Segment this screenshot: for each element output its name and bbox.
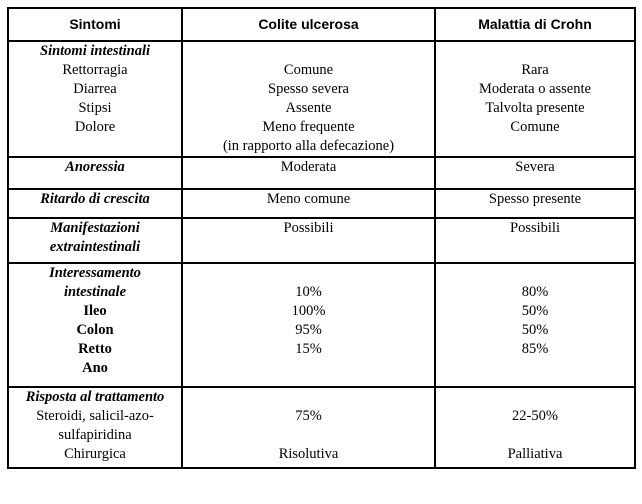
header-malattia-crohn: Malattia di Crohn: [435, 8, 635, 41]
label-anoressia: Anoressia: [8, 157, 182, 189]
value-anoressia-crohn: Severa: [435, 157, 635, 189]
value-ritardo-crohn: Spesso presente: [435, 189, 635, 218]
row-label: Stipsi: [78, 100, 112, 116]
value-text: Palliativa: [507, 446, 563, 462]
row-label: Rettorragia: [62, 62, 128, 78]
value-text: Comune: [510, 119, 560, 135]
row-manifestazioni: [8, 218, 635, 263]
section-title: Sintomi intestinali: [40, 43, 150, 59]
label-line: extraintestinali: [49, 239, 141, 255]
row-label: Dolore: [74, 119, 116, 135]
value-text: 15%: [295, 341, 322, 357]
cell-risposta-crohn: [435, 387, 635, 468]
row-label: Chirurgica: [64, 446, 126, 462]
row-label: sulfapiridina: [58, 427, 132, 443]
cell-manifestazioni-label: [8, 218, 182, 263]
value-text: Risolutiva: [278, 446, 339, 462]
value-text: 95%: [295, 322, 322, 338]
row-label: Colon: [76, 322, 114, 338]
section-title: Interessamento: [49, 265, 141, 281]
value-text: Moderata o assente: [479, 81, 591, 97]
row-ritardo-crescita: [8, 189, 635, 218]
value-text: 85%: [521, 341, 549, 357]
value-text: Spesso severa: [268, 81, 349, 97]
label-line: Manifestazioni: [50, 220, 140, 236]
cell-interessamento-labels: [8, 263, 182, 387]
value-text: 22-50%: [512, 408, 558, 424]
row-interessamento: [8, 263, 635, 387]
section-title: Risposta al trattamento: [25, 389, 165, 405]
value-text: 50%: [521, 303, 549, 319]
cell-risposta-colite: [182, 387, 435, 468]
value-text: 50%: [521, 322, 549, 338]
value-text: 75%: [295, 408, 322, 424]
value-text: Meno frequente: [262, 119, 355, 135]
row-label: Steroidi, salicil-azo-: [36, 408, 154, 424]
comparison-table: [7, 7, 636, 469]
cell-sintomi-labels: [8, 41, 182, 157]
row-label: Ileo: [83, 303, 107, 319]
value-text: Rara: [521, 62, 549, 78]
value-manifestazioni-crohn: Possibili: [435, 218, 635, 263]
cell-interessamento-colite: [182, 263, 435, 387]
value-text: 10%: [295, 284, 322, 300]
header-sintomi: Sintomi: [8, 8, 182, 41]
header-colite-ulcerosa: Colite ulcerosa: [182, 8, 435, 41]
value-anoressia-colite: Moderata: [182, 157, 435, 189]
row-label: Retto: [78, 341, 112, 357]
value-manifestazioni-colite: Possibili: [182, 218, 435, 263]
label-ritardo-crescita: Ritardo di crescita: [8, 189, 182, 218]
cell-sintomi-crohn: [435, 41, 635, 157]
value-text: Assente: [285, 100, 332, 116]
cell-interessamento-crohn: [435, 263, 635, 387]
section-title: intestinale: [63, 284, 127, 300]
row-anoressia: [8, 157, 635, 189]
value-text: 100%: [291, 303, 326, 319]
cell-risposta-labels: [8, 387, 182, 468]
row-risposta-trattamento: [8, 387, 635, 468]
row-sintomi-intestinali: [8, 41, 635, 157]
row-label: Ano: [82, 360, 108, 376]
value-text: Talvolta presente: [485, 100, 585, 116]
header-row: [8, 8, 635, 41]
value-text: Comune: [283, 62, 334, 78]
row-label: Diarrea: [73, 81, 117, 97]
value-text: 80%: [521, 284, 549, 300]
cell-sintomi-colite: [182, 41, 435, 157]
value-note: (in rapporto alla defecazione): [222, 138, 395, 154]
value-ritardo-colite: Meno comune: [182, 189, 435, 218]
